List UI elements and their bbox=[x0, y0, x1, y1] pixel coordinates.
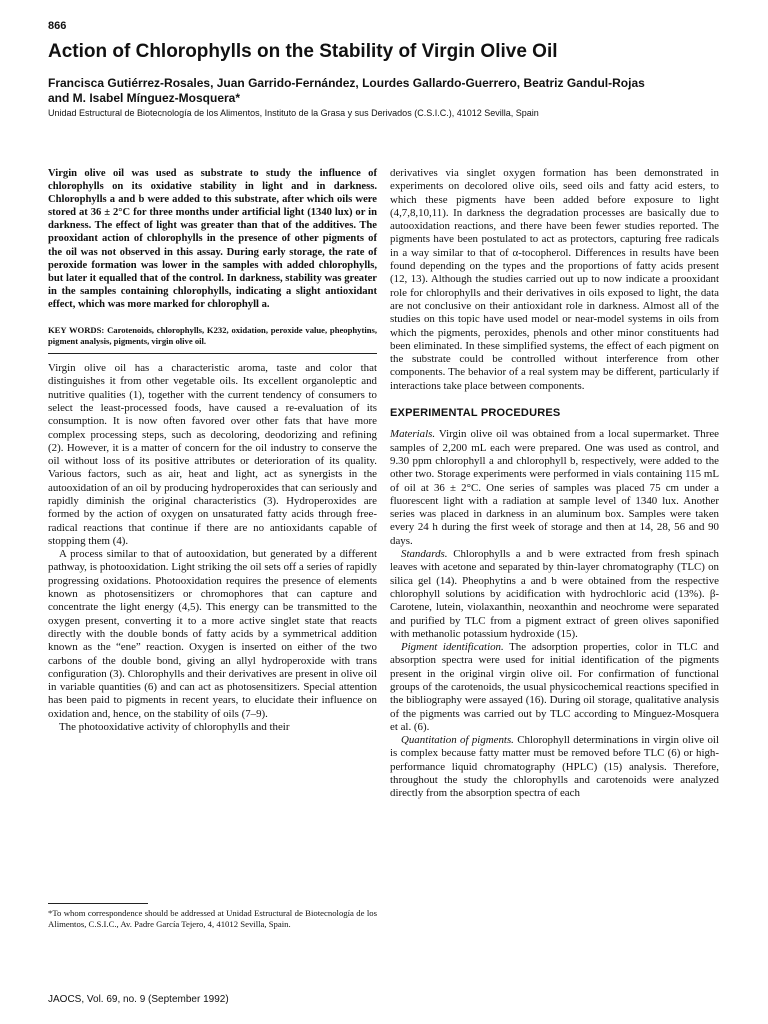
quantitation-paragraph bbox=[390, 734, 719, 800]
identification-label: Pigment identification. bbox=[401, 641, 504, 654]
left-column bbox=[48, 167, 377, 734]
identification-paragraph bbox=[390, 641, 719, 734]
page-number: 866 bbox=[48, 20, 67, 32]
author-line-1: Francisca Gutiérrez-Rosales, Juan Garrido-Fernández, Lourdes Gallardo-Guerrero, Beatriz Gandul-Rojas bbox=[48, 76, 645, 90]
section-heading: EXPERIMENTAL PROCEDURES bbox=[390, 407, 561, 420]
correspondence-footnote: *To whom correspondence should be addressed at Unidad Estructural de Biotecnología de los Alimentos, C.S.I.C., Av. Padre García Tejero, 4, 41012 Sevilla, Spain. bbox=[48, 908, 377, 929]
abstract: Virgin olive oil was used as substrate to study the influence of chlorophylls on its oxidative stability in light and in darkness. Chlorophylls a and b were added to this substrate, after which oils were stored at 36 ± 2°C for three months under artificial light (1340 lux) or in darkness. The effect of light was greater than that of the additives. The prooxidant action of chlorophylls in the presence of other pigments of the oil was not observed in this assay. During early storage, the rate of peroxide formation was lower in the samples with added chlorophylls, but later it equalled that of the control. In darkness, stability was greater in the samples containing chlorophylls, indicating a slight antioxidant effect, which was more marked for chlorophyll a. bbox=[48, 168, 377, 310]
materials-label: Materials. bbox=[390, 428, 436, 441]
standards-text: Chlorophylls a and b were extracted from fresh spinach leaves with acetone and separated by thin-layer chromatography (TLC) on silica gel (14). Pheophytins a and b were obtained from the respective chlorophyll solutions by acidification with hydrochloric acid (13%). β-Carotene, lutein, violaxanthin, neoxanthin and neochrome were separated and purified by TLC from a pigment extract of green olives saponified with methanolic potassium hydroxide (15). bbox=[390, 548, 719, 640]
author-line-2: and M. Isabel Mínguez-Mosquera* bbox=[48, 91, 241, 105]
intro-paragraph-3: The photooxidative activity of chlorophylls and their bbox=[59, 721, 290, 734]
quantitation-label: Quantitation of pigments. bbox=[401, 734, 514, 747]
standards-label: Standards. bbox=[401, 548, 448, 561]
materials-text: Virgin olive oil was obtained from a local supermarket. Three samples of 2,200 mL each were prepared. One was used as control, and 9.30 ppm chlorophyll a and chlorophyll b, respectively, were added to the other two. Storage experiments were performed in vials containing 115 mL of oil at 36 ± 2°C. One series of samples was placed 75 cm under a fluorescent light with a radiation at sample level of 1340 lux. Another series was placed in darkness in an aluminum box. Samples were taken every 24 h during the first week of storage and then at 14, 28, 56 and 90 days. bbox=[390, 428, 719, 547]
right-column bbox=[390, 167, 719, 801]
materials-paragraph bbox=[390, 428, 719, 548]
intro-paragraph-1: Virgin olive oil has a characteristic aroma, taste and color that distinguishes it from other vegetable oils. Its excellent organoleptic and nutritive qualities (1), together with the current tendency of consumers to select the least-processed foods, have caused a re-evaluation of its consumption. It is now often favored over other fats that have more complex processing steps, such as decoloring, deodorizing and refining (2). However, it is a matter of concern for the oil industry to conserve the oil without loss of its positive attributes or deterioration of its quality. Various factors, such as air, heat and light, act as synergists in the autooxidation of an oil by producing hydroperoxides that can seriously and rapidly diminish the original characteristics (3). Hydroperoxides are formed by the action of oxygen on unsaturated fatty acids through free-radical reactions that continue if there are no antioxidants capable of stopping them (4). bbox=[48, 362, 377, 547]
quantitation-text: Chlorophyll determinations in virgin olive oil is complex because fatty matter must be removed before TLC (6) or high-performance liquid chromatography (HPLC) (15) analysis. Therefore, throughout the study the chlorophylls and carotenoids were analyzed directly from the absorption spectra of each bbox=[390, 734, 719, 800]
keywords: KEY WORDS: Carotenoids, chlorophylls, K232, oxidation, peroxide value, pheophytins, pigment analysis, pigments, virgin olive oil. bbox=[48, 325, 377, 347]
affiliation: Unidad Estructural de Biotecnología de los Alimentos, Instituto de la Grasa y sus Derivados (C.S.I.C.), 41012 Sevilla, Spain bbox=[48, 108, 539, 118]
keywords-divider bbox=[48, 353, 377, 354]
intro-paragraph-2: A process similar to that of autooxidation, but generated by a different pathway, is photooxidation. Light striking the oil sets off a series of rapidly progressing oxidations. Photooxidation requires the presence of elements known as photosensitizers or chromophores that can capture and concentrate the light energy (4,5). This energy can be transmitted to the oxygen present, converting it to a more active singlet state that reacts directly with the double bonds of fatty acids by a symmetrical addition known as the “ene” reaction. Oxygen is inserted on either of the two carbons of the double bond, giving an allyl hydroperoxide with trans configuration (3). Chlorophylls and their derivatives are present in olive oil in variable quantities (6) and can act as photosensitizers. Special attention has been paid to pigments in recent years, to elucidate their influence on oxidation and, hence, on the stability of oils (7–9). bbox=[48, 548, 377, 720]
standards-paragraph bbox=[390, 548, 719, 641]
journal-citation: JAOCS, Vol. 69, no. 9 (September 1992) bbox=[48, 994, 229, 1005]
article-title: Action of Chlorophylls on the Stability of Virgin Olive Oil bbox=[48, 41, 558, 62]
intro-paragraph-4: derivatives via singlet oxygen formation has been demonstrated in experiments on decolored olive oils, seed oils and fatty acid esters, to which these pigments have been added before exposure to light (4,7,8,10,11). In darkness the degradation processes are basically due to autooxidation reactions, and there have been fewer studies reported. The pigments have been postulated to act as protectors, capturing free radicals in a way similar to that of α-tocopherol. Differences in results have been found depending on the types and the proportions of fatty acids present (12, 13). Although the studies carried out up to now indicate a prooxidant role for chlorophylls and their derivatives in oils exposed to light, the data are not conclusive on their antioxidant role in darkness. Almost all of the studies on this topic have used model or near-model systems in oils from which the pigments, peroxides, phenols and other minor constituents had been eliminated. In these simplified systems, the effect of each pigment on the substrate could be controlled without interference from other components. The behavior of a real system may be different, particularly if interactions take place between components. bbox=[390, 167, 719, 392]
author-list bbox=[48, 76, 738, 106]
footnote-divider bbox=[48, 903, 148, 904]
identification-text: The adsorption properties, color in TLC and absorption spectra were used for initial identification of the pigments present in the original virgin olive oil. For confirmation of functional groups of the carotenoids, the usual physicochemical reactions specified in the bibliography were assayed (16). During oil storage, qualitative analysis of the pigments was carried out by TLC according to Mínguez-Mosquera et al. (6). bbox=[390, 641, 719, 733]
